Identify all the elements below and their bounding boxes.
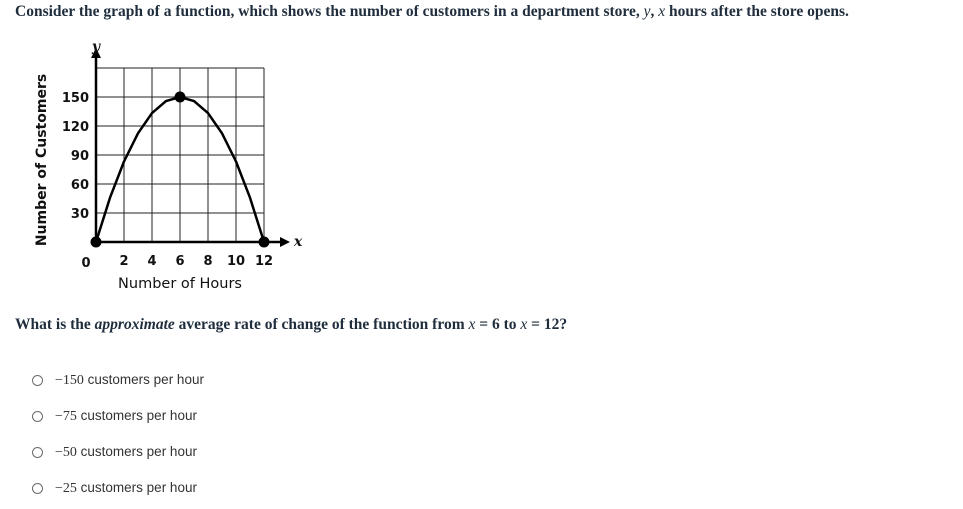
- y-axis-letter: y: [91, 39, 101, 55]
- x-tick-label: 10: [226, 254, 246, 269]
- x-axis-title: Number of Hours: [118, 276, 242, 292]
- question-prompt: What is the approximate average rate of change of the function from x = 6 to x = 12?: [15, 316, 568, 333]
- radio-button-a[interactable]: [32, 375, 43, 386]
- x-tick-label: 6: [175, 254, 185, 269]
- choice-c-label: −50 customers per hour: [55, 443, 197, 460]
- x-tick-label: 8: [203, 254, 213, 269]
- y-tick-label: 30: [70, 207, 89, 222]
- question-stem: Consider the graph of a function, which shows the number of customers in a department store, y, x hours after the store opens.: [15, 3, 849, 20]
- x-axis-letter: x: [293, 234, 303, 250]
- marked-point: [259, 237, 270, 248]
- answer-choices: [32, 362, 204, 506]
- x-axis-arrow-icon: [280, 237, 290, 247]
- x-tick-label: 2: [119, 254, 129, 269]
- radio-button-d[interactable]: [32, 483, 43, 494]
- choice-d[interactable]: [32, 470, 204, 506]
- marked-point: [175, 92, 186, 103]
- labels: [34, 39, 303, 292]
- customers-graph: [30, 36, 310, 298]
- radio-button-c[interactable]: [32, 447, 43, 458]
- choice-a-label: −150 customers per hour: [55, 371, 204, 388]
- y-axis-title: Number of Customers: [34, 73, 50, 247]
- y-tick-label: 60: [70, 178, 89, 193]
- choice-c[interactable]: [32, 434, 204, 470]
- y-tick-label: 90: [70, 149, 89, 164]
- radio-button-b[interactable]: [32, 411, 43, 422]
- origin-label: 0: [81, 256, 91, 271]
- choice-b-label: −75 customers per hour: [55, 407, 197, 424]
- x-tick-label: 4: [147, 254, 157, 269]
- marked-point: [91, 237, 102, 248]
- axes: [91, 48, 290, 247]
- choice-a[interactable]: [32, 362, 204, 398]
- y-tick-label: 120: [61, 120, 89, 135]
- choice-b[interactable]: [32, 398, 204, 434]
- y-tick-label: 150: [61, 91, 89, 106]
- x-tick-label: 12: [254, 254, 274, 269]
- choice-d-label: −25 customers per hour: [55, 479, 197, 496]
